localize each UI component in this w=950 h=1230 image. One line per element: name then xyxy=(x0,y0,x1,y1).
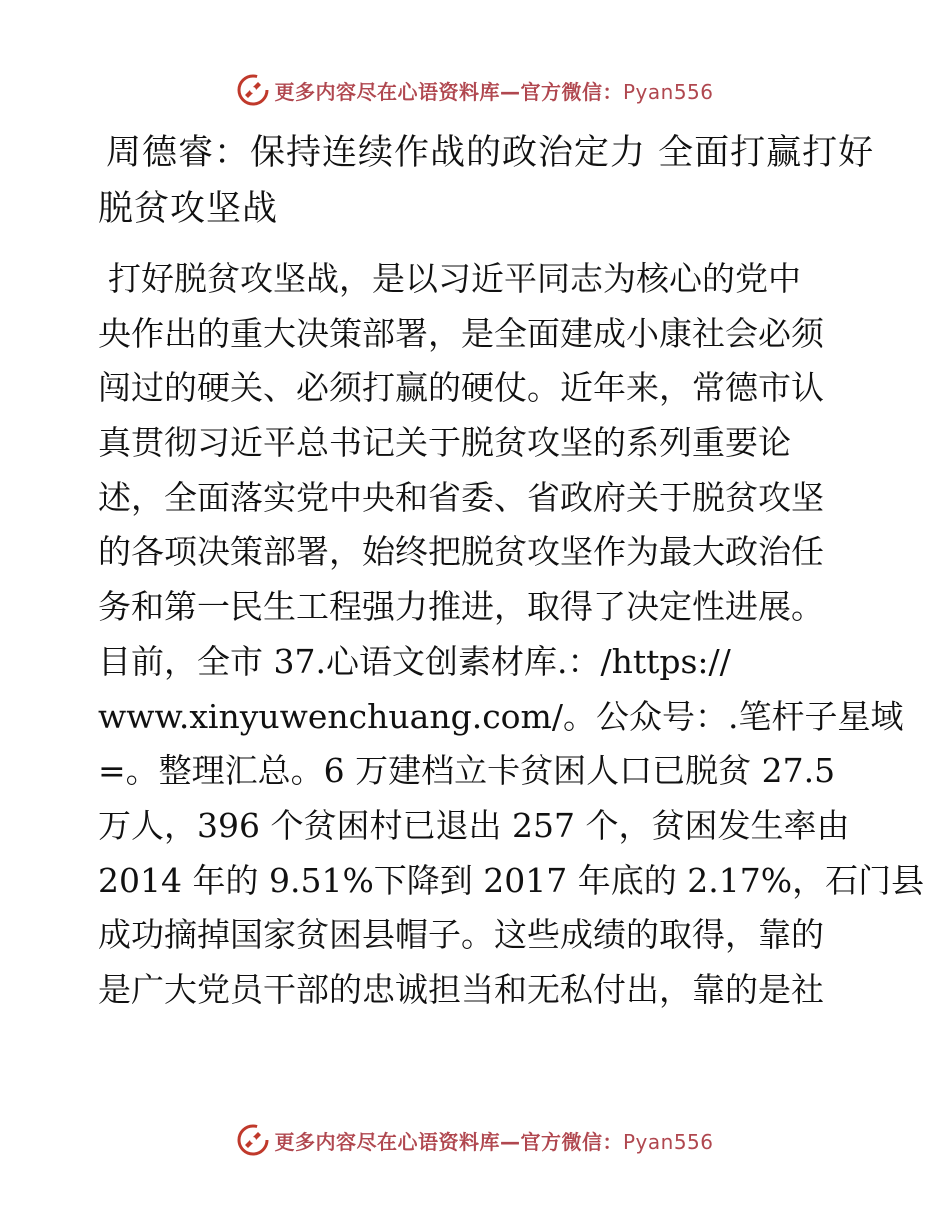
watermark-text: 更多内容尽在心语资料库—官方微信：Pyan556 xyxy=(274,79,714,104)
title-line-1: 周德睿：保持连续作战的政治定力 全面打赢打好 xyxy=(106,133,875,173)
body-line: 央作出的重大决策部署，是全面建成小康社会必须 xyxy=(98,313,824,353)
watermark-banner-bottom xyxy=(0,1120,950,1160)
watermark-text: 更多内容尽在心语资料库—官方微信：Pyan556 xyxy=(274,1129,714,1154)
body-line: 闯过的硬关、必须打赢的硬仗。近年来，常德市认 xyxy=(98,368,824,408)
body-line: 2014 年的 9.51%下降到 2017 年底的 2.17%，石门县 xyxy=(98,860,925,900)
document-title xyxy=(98,125,875,237)
body-line: 万人，396 个贫困村已退出 257 个，贫困发生率由 xyxy=(98,805,850,845)
body-line: 真贯彻习近平总书记关于脱贫攻坚的系列重要论 xyxy=(98,423,791,463)
watermark-banner-top xyxy=(0,70,950,110)
body-line: www.xinyuwenchuang.com/。公众号：.笔杆子星域 xyxy=(98,696,904,736)
body-line: 的各项决策部署，始终把脱贫攻坚作为最大政治任 xyxy=(98,532,824,572)
body-line: 成功摘掉国家贫困县帽子。这些成绩的取得，靠的 xyxy=(98,915,824,955)
body-line: =。整理汇总。6 万建档立卡贫困人口已脱贫 27.5 xyxy=(98,751,836,791)
brand-logo-icon xyxy=(236,73,270,107)
body-line: 目前，全市 37.心语文创素材库.：/https:// xyxy=(98,641,731,681)
body-line: 是广大党员干部的忠诚担当和无私付出，靠的是社 xyxy=(98,969,824,1009)
brand-logo-icon xyxy=(236,1123,270,1157)
document-body xyxy=(98,252,925,1018)
body-line: 务和第一民生工程强力推进，取得了决定性进展。 xyxy=(98,587,824,627)
body-line: 打好脱贫攻坚战，是以习近平同志为核心的党中 xyxy=(108,259,801,298)
title-line-2: 脱贫攻坚战 xyxy=(98,189,279,229)
body-line: 述，全面落实党中央和省委、省政府关于脱贫攻坚 xyxy=(98,477,824,517)
